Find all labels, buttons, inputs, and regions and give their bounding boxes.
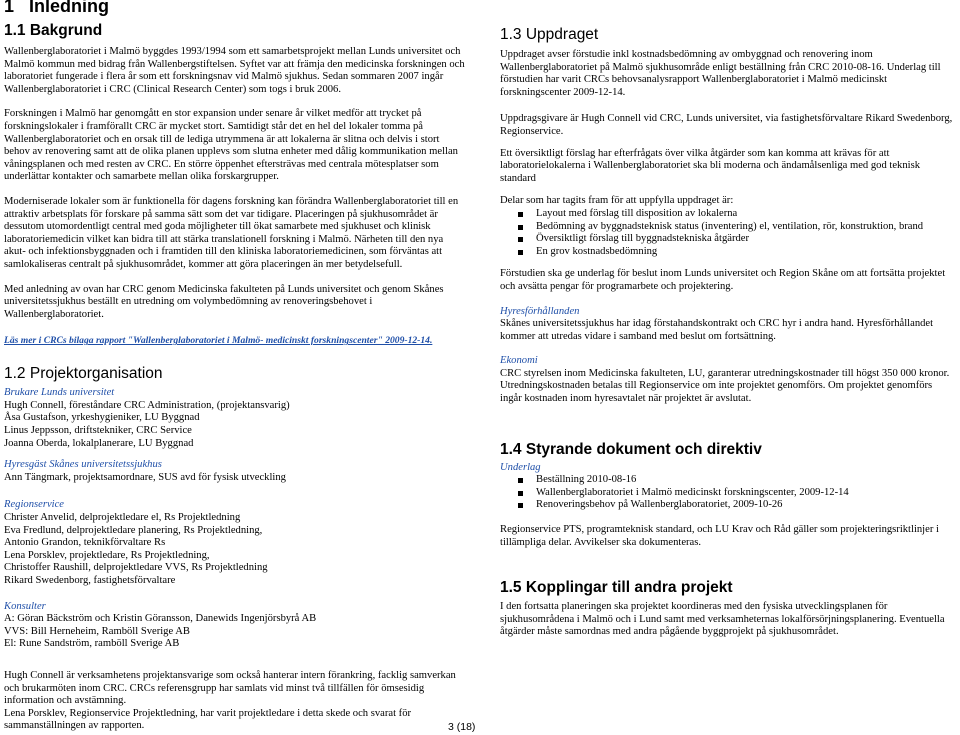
section-1-5-paragraph-1: I den fortsatta planeringen ska projektet koordineras med den fysiska utvecklingsplanen för sjukhusområdena i Malmö och i Lund samt med verksamheternas lokalförsörjningsplanering. Eventuella åtgärder måste samordnas med andra pågående byggprojekt på sjukhusområdet. xyxy=(500,601,945,638)
report-reference-link[interactable]: Läs mer i CRCs bilaga rapport "Wallenberglaboratoriet i Malmö- medicinskt forskningscenter" 2009-12-14. xyxy=(4,335,433,347)
paragraph-text: Forskningen i Malmö har genomgått en stor expansion under senare år vilket medför att trycket på forskningslokaler i framförallt CRC är mycket stort. xyxy=(4,108,422,132)
list-item xyxy=(500,499,956,512)
section-1-1-paragraph-4: Med anledning av ovan har CRC genom Medicinska fakulteten på Lunds universitet och genom Skånes universitetssjukhus beställt en utredning om volymbedömning av renoveringsbehovet i Wallenberglaboratoriet. xyxy=(4,283,444,320)
paragraph-text: En större öppenhet eftersträvas med centrala mötesplatser som underlättar kontakter och samarbete mellan olika forskargrupper. xyxy=(4,158,439,183)
org-member: El: Rune Sandström, ramböll Sverige AB xyxy=(4,638,180,650)
subheading-hyresforhallanden: Hyresförhållanden xyxy=(500,305,580,317)
org-member: A: Göran Bäckström och Kristin Göransson, Danewids Ingenjörsbyrå AB xyxy=(4,613,317,625)
square-bullet-icon xyxy=(518,478,523,483)
org-member: Lena Porsklev, projektledare, Rs Projektledning, xyxy=(4,549,210,561)
org-member: Åsa Gustafson, yrkeshygieniker, LU Byggnad xyxy=(4,412,200,424)
deliverables-list xyxy=(500,208,956,258)
section-1-3-heading: 1.3 Uppdraget xyxy=(500,26,599,43)
section-1-1-paragraph-2 xyxy=(4,108,466,184)
org-member: Antonio Grandon, teknikförvaltare Rs xyxy=(4,537,166,549)
list-item-text: Översiktligt förslag till byggnadstekniska åtgärder xyxy=(536,233,750,245)
left-column xyxy=(4,22,466,733)
list-item-text: Layout med förslag till disposition av lokalerna xyxy=(536,207,738,219)
section-1-3-paragraph-3: Ett översiktligt förslag har efterfrågats över vilka åtgärder som kan komma att krävas för att laboratorielokalerna i Wallenberglaboratoriet ska bli moderna och ändamålsenliga med god teknisk standard xyxy=(500,147,921,184)
square-bullet-icon xyxy=(518,503,523,508)
list-item xyxy=(500,208,956,221)
org-member: Ann Tängmark, projektsamordnare, SUS avd för fysisk utveckling xyxy=(4,471,286,483)
list-item-text: Bedömning av byggnadsteknisk status (inventering) el, ventilation, rör, konstruktion, brand xyxy=(536,220,924,232)
section-1-2-heading: 1.2 Projektorganisation xyxy=(4,365,163,383)
subheading-underlag: Underlag xyxy=(500,461,541,473)
section-1-3-paragraph-6: CRC styrelsen inom Medicinska fakulteten, LU, garanterar utredningskostnader till högst 350 000 kronor. Utredningskostnaden betalas till Regionservice om inte projektet genomförs. Om projektet genomförs ingår kostnaden inom hyresavtalet när projektet är avslutat. xyxy=(500,367,950,405)
paragraph-text: Sedan sommaren 2007 ingår Wallenberglaboratoriet i CRC (Clinical Research Center) som togs i bruk 2006. xyxy=(4,71,444,95)
section-1-2-paragraph-1: Hugh Connell är verksamhetens projektansvarige som också hanterar intern förankring, facklig samverkan och brukarmöten inom CRC. CRCs referensgrupp har samlats vid minst två tillfällen för ömsesidig information och avstämning. xyxy=(4,669,456,707)
paragraph-text: Samtidigt står det en hel del lokaler tomma på Wallenberglaboratoriet och en orsak till de lediga utrymmena är att lokalerna är slitna och delvis i stort behov av renovering samt att de olika planen upplevs som slutna enheter med dålig kommunikation mellan våningsplanen och med resten av CRC. xyxy=(4,120,458,170)
page-number: 3 (18) xyxy=(448,721,476,733)
list-item xyxy=(500,221,956,234)
square-bullet-icon xyxy=(518,250,523,255)
section-1-1-paragraph-1 xyxy=(4,46,466,96)
org-group-label: Regionservice xyxy=(4,499,65,511)
list-item xyxy=(500,487,956,500)
section-1-1-heading: 1.1 Bakgrund xyxy=(4,22,103,39)
subheading-ekonomi: Ekonomi xyxy=(500,355,538,367)
section-1-3-paragraph-1: Uppdraget avser förstudie inkl kostnadsbedömning av ombyggnad och renovering inom Wallenberglaboratoriet på Malmö sjukhusområde enligt beställning från CRC 2010-08-16. Underlag till förstudien har varit CRCs behovsanalysrapport Wallenberglaboratoriet i Malmö medicinskt forskningscenter 2009-12-14. xyxy=(500,49,941,98)
section-1-3-paragraph-5: Skånes universitetssjukhus har idag förstahandskontrakt och CRC hyr i andra hand. Hyresförhållandet kommer att utredas vidare i samband med beslut om fortsättning. xyxy=(500,318,934,342)
section-1-1-paragraph-3: Moderniserade lokaler som är funktionella för dagens forskning kan förändra Wallenberglaboratoriet till en attraktiv arbetsplats för forskare på samma sätt som det var tidigare. Placeringen på sjukhusområdet är dessutom utomordentligt central med goda möjligheter till ökat samarbete med sjukhuset och klinisk laboratoriemedicin vilket kan bidra till att stärka translationell forskning i Malmö. Närheten till den nya akut- och infektionsbyggnaden och i framtiden till den kliniska laboratoriemedicinen, som förväntas att samlokaliseras centralt på sjukhusområdet, kommer att göra placeringen än mer betydelsefull. xyxy=(4,195,459,270)
org-member: Linus Jeppsson, driftstekniker, CRC Service xyxy=(4,425,192,437)
org-group-label: Konsulter xyxy=(4,600,46,612)
org-group-lund xyxy=(4,387,466,450)
list-item-text: Beställning 2010-08-16 xyxy=(536,474,637,486)
org-group-sus xyxy=(4,459,466,484)
org-group-regionservice xyxy=(4,499,466,587)
chapter-title: Inledning xyxy=(29,0,110,16)
org-group-konsulter xyxy=(4,601,466,651)
org-member: Joanna Oberda, lokalplanerare, LU Byggnad xyxy=(4,437,194,449)
section-1-4-heading: 1.4 Styrande dokument och direktiv xyxy=(500,440,762,458)
section-1-3-paragraph-2: Uppdragsgivare är Hugh Connell vid CRC, Lunds universitet, via fastighetsförvaltare Rikard Swedenborg, Regionservice. xyxy=(500,113,953,137)
section-1-2-paragraph-2: Lena Porsklev, Regionservice Projektledning, har varit projektledare i detta skede och svarat för sammanställningen av rapporten. xyxy=(4,707,412,732)
underlag-list xyxy=(500,474,956,512)
org-member: Eva Fredlund, delprojektledare planering, Rs Projektledning, xyxy=(4,524,263,536)
list-item-text: Renoveringsbehov på Wallenberglaboratoriet, 2009-10-26 xyxy=(536,499,783,511)
org-member: Christoffer Raushill, delprojektledare VVS, Rs Projektledning xyxy=(4,562,268,574)
org-member: Rikard Swedenborg, fastighetsförvaltare xyxy=(4,575,176,586)
square-bullet-icon xyxy=(518,237,523,242)
list-item xyxy=(500,474,956,487)
list-item-text: En grov kostnadsbedömning xyxy=(536,245,658,257)
list-item xyxy=(500,246,956,259)
org-member: Christer Anvelid, delprojektledare el, Rs Projektledning xyxy=(4,512,241,524)
list-item xyxy=(500,233,956,246)
chapter-number: 1 xyxy=(4,0,15,16)
org-group-label: Brukare Lunds universitet xyxy=(4,387,115,399)
org-member: VVS: Bill Herneheim, Ramböll Sverige AB xyxy=(4,625,190,637)
list-item-text: Wallenberglaboratoriet i Malmö medicinskt forskningscenter, 2009-12-14 xyxy=(536,486,849,498)
paragraph-text: Wallenberglaboratoriet i Malmö byggdes 1993/1994 som ett samarbetsprojekt mellan Lunds universitet och Malmö kommun med bidrag från Wallenbergstiftelsen. Syftet var att främja den medicinska forskningen och laboratoriet fungerade i flera år som ett forskningsnav vid Malmö sjukhus. xyxy=(4,46,465,83)
section-1-5-heading: 1.5 Kopplingar till andra projekt xyxy=(500,579,733,597)
section-1-3-paragraph-4: Förstudien ska ge underlag för beslut inom Lunds universitet och Region Skåne om att fortsätta projektet och avsätta pengar för programarbete och projektering. xyxy=(500,268,946,292)
chapter-heading xyxy=(4,0,109,17)
right-column xyxy=(500,26,956,639)
org-group-label: Hyresgäst Skånes universitetssjukhus xyxy=(4,459,162,471)
square-bullet-icon xyxy=(518,212,523,217)
deliverables-intro: Delar som har tagits fram för att uppfylla uppdraget är: xyxy=(500,195,734,207)
org-member: Hugh Connell, föreståndare CRC Administration, (projektansvarig) xyxy=(4,399,290,411)
square-bullet-icon xyxy=(518,225,523,230)
section-1-4-paragraph-1: Regionservice PTS, programteknisk standard, och LU Krav och Råd gäller som projekteringsriktlinjer i tillämpliga delar. Avvikelser ska dokumenteras. xyxy=(500,524,939,548)
square-bullet-icon xyxy=(518,491,523,496)
